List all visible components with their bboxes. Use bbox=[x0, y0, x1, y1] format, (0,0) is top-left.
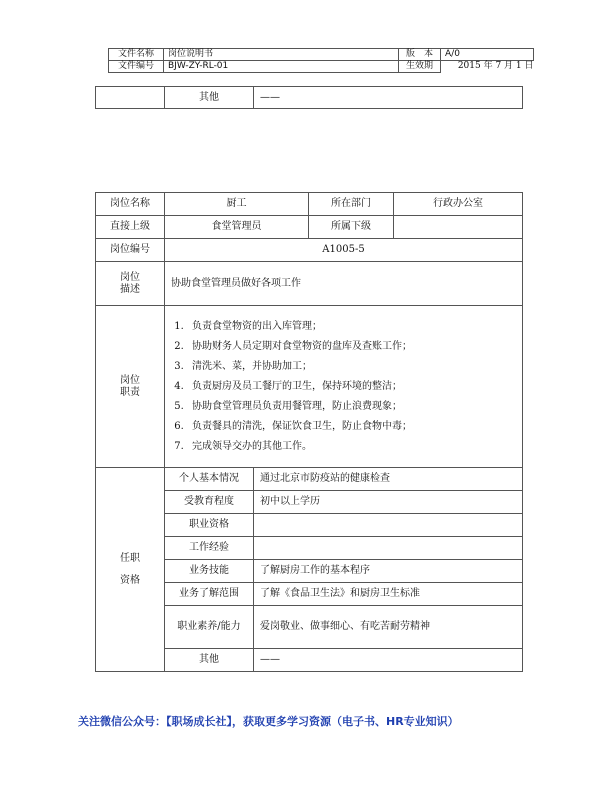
duties-list-cell bbox=[165, 306, 523, 468]
duties-label bbox=[96, 306, 165, 468]
duty-item: 5. 协助食堂管理员负责用餐管理，防止浪费现象； bbox=[187, 397, 516, 417]
doc-name-label: 文件名称 bbox=[109, 49, 164, 61]
qualification-label-line2: 资格 bbox=[120, 574, 140, 586]
prev-other-label: 其他 bbox=[165, 87, 254, 109]
department-label: 所在部门 bbox=[309, 193, 394, 216]
department-value: 行政办公室 bbox=[394, 193, 523, 216]
qual-item-value bbox=[254, 537, 523, 560]
duty-item: 2. 协助财务人员定期对食堂物资的盘库及查账工作； bbox=[187, 337, 516, 357]
description-label bbox=[96, 262, 165, 306]
superior-label: 直接上级 bbox=[96, 216, 165, 239]
duties-label-line2: 职责 bbox=[120, 386, 140, 398]
qualification-label bbox=[96, 468, 165, 672]
job-description-table bbox=[95, 192, 523, 672]
job-name-label: 岗位名称 bbox=[96, 193, 165, 216]
effective-value: 2015 年 7 月 1 日 bbox=[457, 61, 534, 72]
description-label-line2: 描述 bbox=[120, 283, 140, 295]
subordinate-value bbox=[394, 216, 523, 239]
duty-item: 3. 清洗米、菜，并协助加工； bbox=[187, 357, 516, 377]
duty-item: 4. 负责厨房及员工餐厅的卫生，保持环境的整洁； bbox=[187, 377, 516, 397]
qualification-label-line1: 任职 bbox=[120, 552, 140, 564]
previous-table-tail bbox=[95, 86, 523, 109]
doc-no-label: 文件编号 bbox=[109, 61, 164, 73]
superior-value: 食堂管理员 bbox=[165, 216, 309, 239]
duty-item: 1. 负责食堂物资的出入库管理； bbox=[187, 317, 516, 337]
doc-name-value: 岗位说明书 bbox=[164, 49, 399, 61]
prev-empty-cell bbox=[96, 87, 165, 109]
qual-item-label: 工作经验 bbox=[165, 537, 254, 560]
doc-no-value: BJW-ZY-RL-01 bbox=[164, 61, 399, 73]
qual-item-label: 受教育程度 bbox=[165, 491, 254, 514]
qual-item-value: 了解厨房工作的基本程序 bbox=[254, 560, 523, 583]
duties-label-line1: 岗位 bbox=[120, 374, 140, 386]
job-name-value: 厨工 bbox=[165, 193, 309, 216]
qual-item-value: —— bbox=[254, 649, 523, 672]
qual-item-label: 个人基本情况 bbox=[165, 468, 254, 491]
prev-other-value: —— bbox=[254, 87, 523, 109]
duties-list bbox=[171, 317, 516, 457]
job-code-label: 岗位编号 bbox=[96, 239, 165, 262]
qual-item-label: 职业资格 bbox=[165, 514, 254, 537]
qual-item-value: 爱岗敬业、做事细心、有吃苦耐劳精神 bbox=[254, 606, 523, 649]
version-label: 版 本 bbox=[399, 49, 441, 61]
qual-item-label: 业务了解范围 bbox=[165, 583, 254, 606]
qual-item-label: 业务技能 bbox=[165, 560, 254, 583]
document-header bbox=[108, 48, 534, 73]
qual-item-value: 通过北京市防疫站的健康检查 bbox=[254, 468, 523, 491]
qual-item-label: 职业素养/能力 bbox=[165, 606, 254, 649]
description-label-line1: 岗位 bbox=[120, 271, 140, 283]
subordinate-label: 所属下级 bbox=[309, 216, 394, 239]
footer-promo-text: 关注微信公众号：【职场成长社】，获取更多学习资源（电子书、HR专业知识） bbox=[78, 715, 459, 728]
qual-item-label: 其他 bbox=[165, 649, 254, 672]
duty-item: 6. 负责餐具的清洗，保证饮食卫生，防止食物中毒； bbox=[187, 417, 516, 437]
job-code-value: A1005-5 bbox=[165, 239, 523, 262]
description-value: 协助食堂管理员做好各项工作 bbox=[165, 262, 523, 306]
effective-label: 生效期 bbox=[399, 61, 441, 73]
duty-item: 7. 完成领导交办的其他工作。 bbox=[187, 437, 516, 457]
version-value: A/0 bbox=[441, 49, 534, 61]
qual-item-value: 了解《食品卫生法》和厨房卫生标准 bbox=[254, 583, 523, 606]
qual-item-value bbox=[254, 514, 523, 537]
qual-item-value: 初中以上学历 bbox=[254, 491, 523, 514]
